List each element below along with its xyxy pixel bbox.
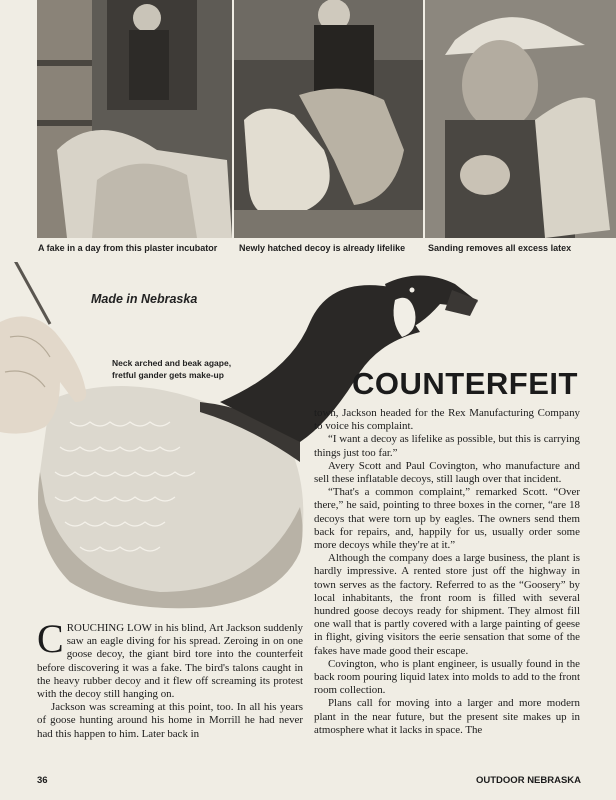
goose-caption-line-2: fretful gander gets make-up xyxy=(112,370,224,380)
paragraph: Plans call for moving into a larger and more modern plant in the near future, but the present site makes up in atmosphere what it lacks in space. The xyxy=(314,697,580,736)
paragraph: Avery Scott and Paul Covington, who manufacture and sell these inflatable decoys, still laugh over that incident. xyxy=(314,459,580,486)
paragraph: Covington, who is plant engineer, is usually found in the back room pouring liquid latex into molds to add to the front room collection. xyxy=(314,657,580,697)
lead-paragraph-text: ROUCHING LOW in his blind, Art Jackson suddenly saw an eagle diving for his spread. Zeroing in on one goose decoy, the giant bird tore into the counterfeit before discovering it was a fake. The bird's talons caught in the heavy rubber decoy and it flew off screaming its protest with the decoy still hanging on. xyxy=(37,622,303,701)
paragraph: Jackson was screaming at this point, too. In all his years of goose hunting around his home in Morrill he had never had this happen to him. Later back in xyxy=(37,701,303,740)
photo-plaster-incubator xyxy=(37,0,232,238)
paragraph: “That's a common complaint,” remarked Scott. “Over there,” he said, pointing to three boxes in the corner, “are 18 decoys that were torn up by eagles. The owners send them back for repairs, and, happily for us, usually order some more decoys while they're at it.” xyxy=(314,486,580,552)
left-column xyxy=(37,616,303,741)
paragraph: Although the company does a large business, the plant is hardly impressive. A rented store just off the highway in town serves as the factory. Referred to as the “Goosery” by local inhabitants, the front room is filled with several hundred goose decoys ready for shipment. They almost fill one wall that is partly covered with a large painting of geese in flight, giving visitors the eerie sensation that some of the fakes have made good their escape. xyxy=(314,552,580,657)
lead-paragraph xyxy=(37,616,303,701)
paragraph: “I want a decoy as lifelike as possible, but this is carrying things just too far.” xyxy=(314,433,580,459)
photo-caption-1: A fake in a day from this plaster incubator xyxy=(38,243,218,253)
publication-name: OUTDOOR NEBRASKA xyxy=(476,775,582,786)
section-kicker: Made in Nebraska xyxy=(91,292,198,306)
paragraph: town, Jackson headed for the Rex Manufacturing Company to voice his complaint. xyxy=(314,407,580,433)
goose-caption xyxy=(112,357,277,381)
photo-caption-3: Sanding removes all excess latex xyxy=(428,243,572,253)
drop-cap: C xyxy=(37,616,64,661)
headline: COUNTERFEIT xyxy=(352,366,578,401)
photo-newly-hatched-decoy xyxy=(234,0,423,238)
photo-sanding-decoy xyxy=(425,0,616,238)
right-column xyxy=(314,407,580,737)
photo-caption-2: Newly hatched decoy is already lifelike xyxy=(239,243,406,253)
page-number: 36 xyxy=(37,775,48,786)
goose-caption-line-1: Neck arched and beak agape, xyxy=(112,358,232,368)
